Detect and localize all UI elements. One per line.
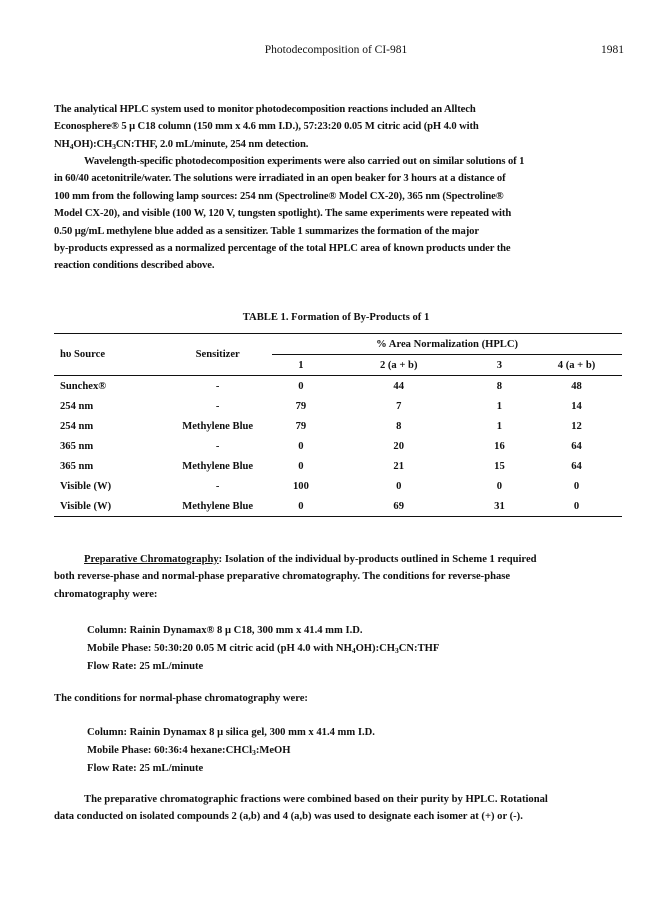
table-cell: Methylene Blue [182,460,254,472]
table-cell: 21 [393,460,405,472]
table-cell: 365 nm [60,460,94,472]
table-cell: 31 [468,496,531,517]
table-cell: Visible (W) [60,480,112,492]
text-line: data conducted on isolated compounds 2 (a,b) and 4 (a,b) was used to designate each isomer at (+) or (-). [54,811,523,823]
intro-paragraph-1 [54,101,622,153]
table-cell: 365 nm [60,440,94,452]
normal-phase-intro: The conditions for normal-phase chromatography were: [54,693,308,704]
table-cell: 64 [571,460,582,472]
table-cell: 0 [272,496,329,517]
text-line: reaction conditions described above. [54,260,215,272]
table-cell: 1 [496,400,503,412]
byproducts-table [54,333,622,517]
normal-phase-conditions [87,724,607,777]
table-cell: 79 [295,420,307,432]
table-cell: Methylene Blue [163,496,272,517]
table-cell: 44 [393,380,405,392]
table-cell: 15 [494,460,505,472]
table-cell: 1 [496,420,503,432]
table-row [54,436,622,456]
table-cell: 100 [292,480,309,492]
reverse-phase-conditions [87,622,607,675]
intro-paragraph-2 [54,153,622,275]
text-line: The preparative chromatographic fractions were combined based on their purity by HPLC. Rotational [84,794,548,805]
np-flow-rate: Flow Rate: 25 mL/minute [87,762,204,774]
section-heading: Preparative Chromatography [84,554,219,565]
subheader-compound-4: 4 (a + b) [531,355,622,376]
table-row [54,416,622,436]
table-cell: 8 [496,380,503,392]
table-row [54,476,622,496]
table-cell: 0 [298,440,304,452]
table-cell: 0 [496,480,503,492]
table-cell: Methylene Blue [182,420,254,432]
table-row [54,376,622,397]
table-row [54,396,622,416]
text-line: both reverse-phase and normal-phase preparative chromatography. The conditions for reverse-phase [54,571,511,583]
text-line: by-products expressed as a normalized percentage of the total HPLC area of known products under the [54,243,511,255]
subheader-compound-3: 3 [468,355,531,376]
header-source: hυ Source [54,334,163,376]
table-cell: 79 [295,400,307,412]
table-row [54,456,622,476]
table-cell: 64 [571,440,582,452]
table-cell: - [215,380,220,392]
table-cell: - [215,440,220,452]
running-title: Photodecomposition of CI-981 [264,44,408,56]
table-row [54,496,622,517]
table-cell: 0 [396,480,402,492]
text-line: Preparative Chromatography: Isolation of the individual by-products outlined in Scheme 1 required [84,554,537,565]
text-line: The analytical HPLC system used to monitor photodecomposition reactions included an Alltech [54,104,476,115]
table-cell: 0 [573,480,580,492]
table-cell: - [215,400,220,412]
table-cell: 7 [396,400,402,412]
table-cell: 48 [571,380,582,392]
np-column: Column: Rainin Dynamax 8 μ silica gel, 300 mm x 41.4 mm I.D. [87,727,375,738]
table-cell: 20 [393,440,405,452]
table-cell: 0 [298,380,304,392]
table-cell: 0 [298,460,304,472]
subheader-compound-1: 1 [272,355,329,376]
table-cell: - [215,480,220,492]
text-line: $NH_4OH):CH_3CN:THF$, 2.0 mL/minute, 254 nm detection. [54,138,309,151]
table-cell: 254 nm [60,400,94,412]
table-cell: 16 [494,440,505,452]
header-area-normalization: % Area Normalization (HPLC) [272,334,622,355]
text-line: 100 mm from the following lamp sources: 254 nm (Spectroline® Model CX-20), 365 nm (Spectroline® [54,190,504,202]
running-header [0,44,672,60]
table-cell: 8 [396,420,402,432]
closing-paragraph [54,791,622,826]
text-line: Model CX-20), and visible (100 W, 120 V, tungsten spotlight). The same experiments were repeated with [54,208,512,220]
text-line: chromatography were: [54,588,158,600]
subheader-compound-2: 2 (a + b) [330,355,468,376]
text-line: Wavelength-specific photodecomposition experiments were also carried out on similar solutions of 1 [84,156,525,167]
table-cell: 254 nm [60,420,94,432]
text-line: in 60/40 acetonitrile/water. The solutions were irradiated in an open beaker for 3 hours at a distance of [54,173,506,185]
table-cell: 12 [571,420,582,432]
rp-column: Column: Rainin Dynamax® 8 μ C18, 300 mm x 41.4 mm I.D. [87,625,363,636]
prep-chromatography-paragraph [54,551,622,603]
rp-flow-rate: Flow Rate: 25 mL/minute [87,660,204,672]
text-line: Econosphere® 5 μ C18 column (150 mm x 4.6 mm I.D.), 57:23:20 0.05 M citric acid (pH 4.0 with [54,121,479,133]
header-sensitizer: Sensitizer [163,334,272,376]
table-cell: Sunchex® [60,380,107,392]
table-cell: 14 [571,400,582,412]
text-line: 0.50 μg/mL methylene blue added as a sensitizer. Table 1 summarizes the formation of the major [54,225,479,237]
rp-mobile-phase: Mobile Phase: 50:30:20 0.05 M citric acid (pH 4.0 with $NH_4OH):CH_3CN:THF$ [87,642,440,655]
table-caption: TABLE 1. Formation of By-Products of 1 [242,312,430,323]
np-mobile-phase: Mobile Phase: 60:36:4 hexane:CHCl$_3$:MeOH [87,744,291,757]
table-cell: Visible (W) [54,496,163,517]
table-cell: 0 [531,496,622,517]
table-cell: 69 [330,496,468,517]
page-number: 1981 [601,44,624,56]
